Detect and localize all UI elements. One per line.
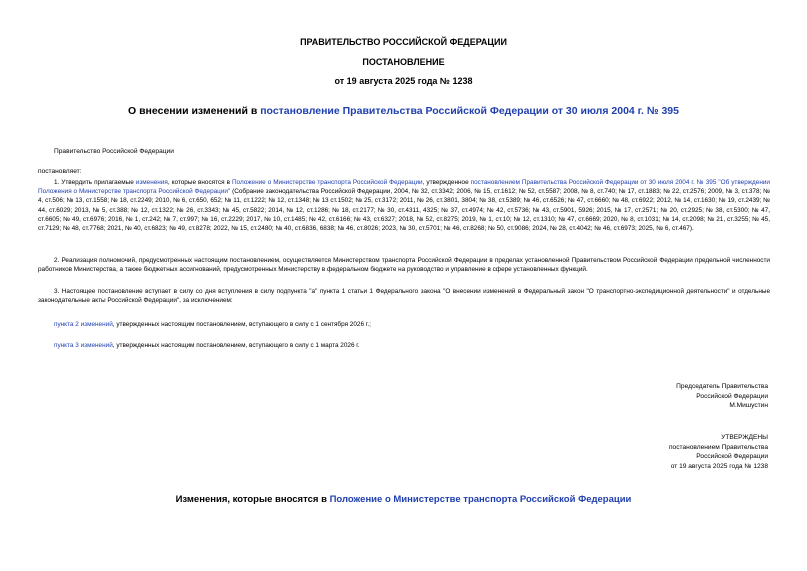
document-title-prefix: О внесении изменений в (128, 105, 261, 117)
decree-395-link[interactable]: постановлением Правительства Российской Федерации от 30 июля 2004 г. № 395 "Об утверждении Положения о Министерстве транспорта Российской Федерации" (38, 179, 770, 196)
signature-block (676, 382, 768, 411)
government-heading: ПРАВИТЕЛЬСТВО РОССИЙСКОЙ ФЕДЕРАЦИИ (300, 37, 507, 47)
exception-1-link[interactable]: пункта 2 изменений (54, 321, 113, 328)
document-title (0, 105, 807, 117)
approval-line-2: постановлением Правительства (668, 443, 768, 451)
signature-position: Председатель Правительства (676, 383, 768, 390)
approval-block (669, 433, 768, 471)
p1-text-3: , утвержденное (422, 179, 471, 186)
document-date-number: от 19 августа 2025 года № 1238 (334, 76, 473, 86)
government-name: Правительство Российской Федерации (54, 148, 174, 155)
approval-line-4: от 19 августа 2025 года № 1238 (670, 462, 768, 470)
regulation-link[interactable]: Положение о Министерстве транспорта Российской Федерации (231, 179, 423, 186)
changes-link[interactable]: изменения (135, 179, 168, 186)
exception-1 (38, 320, 770, 329)
paragraph-2: 2. Реализация полномочий, предусмотренных настоящим постановлением, осуществляется Министерством транспорта Российской Федерации в пределах установленной Правительством Российской Федерации предельной численности работников Министерства, а также бюджетных ассигнований, предусмотренных Министерству в федеральном бюджете на руководство и управление в сфере установленных функций. (38, 257, 770, 274)
p1-text-1: 1. Утвердить прилагаемые (54, 179, 136, 186)
p1-text-4: (Собрание законодательства Российской Федерации, 2004, № 32, ст.3342; 2006, № 15, ст.1612; № 52, ст.5587; 2008, № 8, ст.740; № 17, ст.1883; № 22, ст.2576; 2009, № 3, ст.378; № 4, ст.506; № 13, ст.1558; № 18, ст.2249; 2010, № 6, ст.650, 652; № 11, ст.1222; № 12, ст.1348; № 13 ст.1502; № 25, ст.3172; 2011, № 26, ст.3801, 3804; № 38, ст.5389; № 46, ст.6526; № 47, ст.6660; № 48, ст.6922; 2012, № 14, ст.1630; № 19, ст.2439; № 44, ст.6029; 2013, № 5, ст.388; № 12, ст.1322; № 26, ст.3343; № 45, ст.5822; 2014, № 12, ст.1286; № 18, ст.2177; № 30, ст.4311, 4325; № 37, ст.4974; № 42, ст.5736; № 43, ст.5901, 5926; 2015, № 17, ст.2571; № 20, ст.2925; № 38, ст.5300; № 47, ст.6605; № 49, ст.6976; 2016, № 1, ст.242; № 7, ст.997; № 16, ст.2229; 2017, № 10, ст.1485; № 42, ст.6166; № 43, ст.6327; 2018, № 52, ст.8275; 2019, № 1, ст.10; № 12, ст.1310; № 47, ст.6669; 2020, № 8, ст.1031; № 14, ст.2098; № 21, ст.3255; № 45, ст.7129; № 48, ст.7768; 2021, № 40, ст.6823; № 49, ст.8278; 2022, № 15, ст.2480; № 40, ст.6836, 6838; № 46, ст.8026; 2023, № 30, ст.5701; № 46, ст.8268; № 50, ст.9086; 2024, № 28, ст.4042; № 46, ст.6973; 2025, № 6, ст.467). (38, 188, 770, 233)
decree-word: постановляет: (38, 168, 82, 175)
changes-title-link[interactable]: Положение о Министерстве транспорта Российской Федерации (329, 494, 632, 505)
approval-line-3: Российской Федерации (696, 453, 768, 461)
exception-2-link[interactable]: пункта 3 изменений (54, 342, 113, 349)
changes-title-prefix: Изменения, которые вносятся в (175, 494, 330, 505)
signature-name: М.Мишустин (729, 402, 768, 410)
approval-heading: УТВЕРЖДЕНЫ (721, 434, 768, 441)
exception-1-text: , утвержденных настоящим постановлением, вступающего в силу с 1 сентября 2026 г.; (112, 321, 371, 328)
title-link[interactable]: постановление Правительства Российской Федерации от 30 июля 2004 г. № 395 (260, 105, 679, 117)
signature-country: Российской Федерации (696, 392, 768, 400)
paragraph-1 (38, 178, 770, 233)
exception-2-text: , утвержденных настоящим постановлением, вступающего в силу с 1 марта 2026 г. (112, 342, 360, 349)
document-type: ПОСТАНОВЛЕНИЕ (362, 57, 445, 67)
exception-2 (38, 341, 770, 350)
p1-text-2: , которые вносятся в (167, 179, 232, 186)
changes-title (0, 494, 807, 505)
paragraph-3: 3. Настоящее постановление вступает в силу со дня вступления в силу подпункта "а" пункта 1 статьи 1 Федерального закона "О внесении изменений в Федеральный закон "О транспортно-экспедиционной деятельности" и отдельные законодательные акты Российской Федерации", за исключением: (38, 288, 770, 305)
